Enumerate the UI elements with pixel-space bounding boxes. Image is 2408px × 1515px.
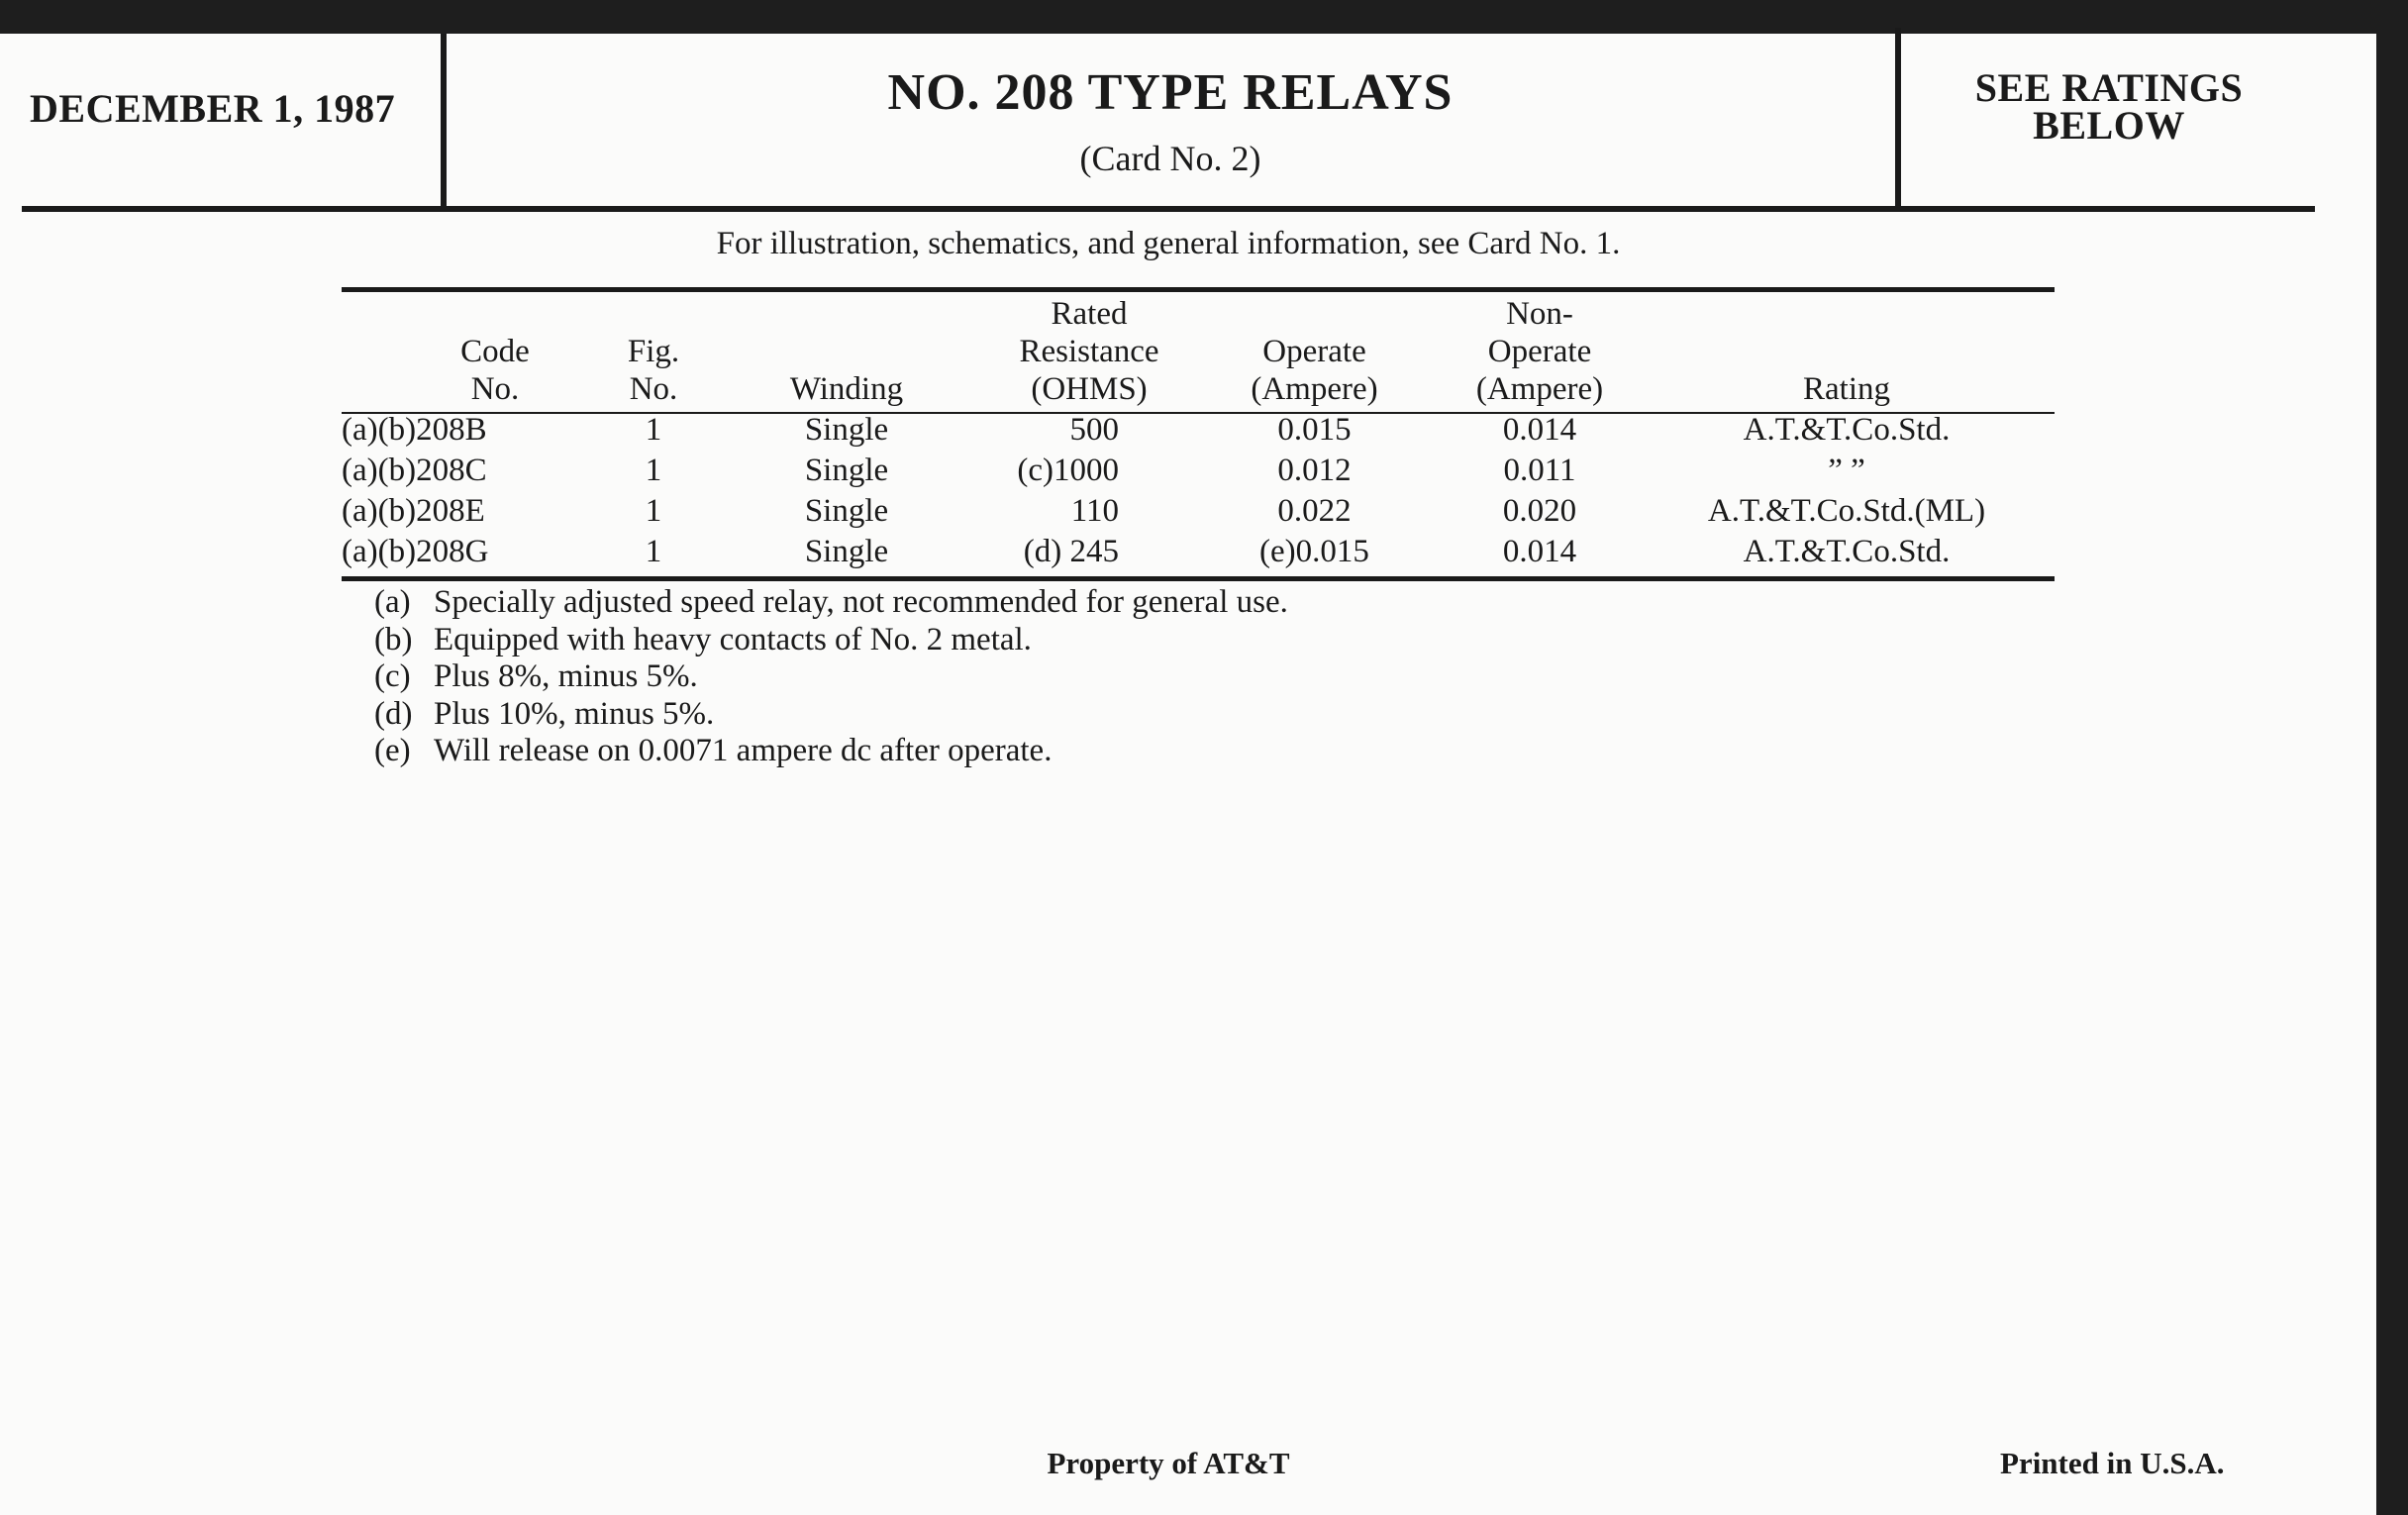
footnote [374, 733, 1288, 770]
column-header-line: Code [460, 334, 530, 369]
footnote-key: (b) [374, 621, 413, 657]
column-header-line: No. [470, 371, 520, 407]
table-cell: Single [804, 534, 889, 569]
table-cell: 1 [645, 412, 662, 448]
table-cell: 500 [1069, 412, 1119, 448]
table-cell: Single [804, 412, 889, 448]
page-title: NO. 208 TYPE RELAYS [887, 64, 1454, 121]
footnote-text: Plus 10%, minus 5%. [434, 695, 715, 732]
column-header-line: No. [629, 371, 678, 407]
footnote [374, 696, 1288, 734]
table-cell: 0.022 [1277, 493, 1352, 529]
column-header-line: (OHMS) [1031, 371, 1148, 407]
table-cell: Single [804, 453, 889, 488]
footer-printed: Printed in U.S.A. [2000, 1446, 2225, 1480]
table-cell: 0.014 [1502, 534, 1577, 569]
footnote-key: (d) [374, 695, 413, 732]
column-header-line: Operate [1487, 334, 1592, 369]
footnote-text: Specially adjusted speed relay, not recommended for general use. [434, 584, 1288, 620]
ratings-note [1901, 65, 2317, 148]
column-header [752, 297, 941, 408]
table-cell: 1 [645, 453, 662, 488]
column-header-line: Fig. [627, 334, 680, 369]
table-cell: 1 [645, 493, 662, 529]
footer-property: Property of AT&T [1047, 1446, 1290, 1480]
table-top-rule [342, 287, 2055, 292]
column-header [594, 297, 713, 408]
column-header-line: Non- [1506, 296, 1573, 332]
ratings-note-line2: BELOW [2033, 103, 2185, 148]
footnote-key: (c) [374, 658, 411, 694]
table-cell: (d) 245 [1023, 534, 1119, 569]
table-cell: A.T.&T.Co.Std. [1743, 412, 1951, 448]
header-rule [22, 206, 2315, 212]
column-header-line: Rated [1051, 296, 1128, 332]
footnote-key: (e) [374, 733, 411, 768]
intro-text: For illustration, schematics, and general information, see Card No. 1. [716, 226, 1621, 261]
footnote-text: Plus 8%, minus 5%. [434, 658, 698, 694]
table-cell: (a)(b)208G [342, 534, 489, 569]
footnote-text: Equipped with heavy contacts of No. 2 metal. [434, 621, 1032, 657]
column-header [980, 297, 1198, 408]
table-cell: A.T.&T.Co.Std. [1743, 534, 1951, 569]
column-header [1218, 297, 1411, 408]
table-cell: Single [804, 493, 889, 529]
column-header-line: Winding [789, 371, 904, 407]
column-header-line: Rating [1803, 371, 1890, 407]
footnote-key: (a) [374, 584, 411, 620]
table-cell: 0.012 [1277, 453, 1352, 488]
footnote [374, 584, 1288, 622]
table-cell: (a)(b)208B [342, 412, 487, 448]
table-cell: (a)(b)208E [342, 493, 485, 529]
table-bottom-rule [342, 576, 2055, 581]
column-header-line: Resistance [1019, 334, 1159, 369]
table-cell: (a)(b)208C [342, 453, 487, 488]
column-header-line: (Ampere) [1251, 371, 1378, 407]
issue-date: DECEMBER 1, 1987 [30, 86, 396, 131]
column-header-line: (Ampere) [1475, 371, 1604, 407]
table-cell: 1 [645, 534, 662, 569]
table-cell: 110 [1070, 493, 1119, 529]
page-subtitle: (Card No. 2) [1079, 139, 1261, 178]
footnote [374, 658, 1288, 696]
column-header-line: Operate [1262, 334, 1366, 369]
footnote [374, 622, 1288, 659]
table-cell: A.T.&T.Co.Std.(ML) [1707, 493, 1986, 529]
table-cell: ” ” [1828, 453, 1865, 488]
table-cell: 0.014 [1502, 412, 1577, 448]
table-cell: 0.020 [1502, 493, 1577, 529]
table-cell: 0.015 [1277, 412, 1352, 448]
footnotes [374, 584, 1288, 770]
table-cell: (e)0.015 [1259, 534, 1369, 569]
column-header [1436, 297, 1644, 408]
ratings-note-line1: SEE RATINGS [1974, 65, 2244, 110]
table-cell: 0.011 [1503, 453, 1576, 488]
column-header [1654, 297, 2040, 408]
footnote-text: Will release on 0.0071 ampere dc after operate. [434, 733, 1053, 768]
table-cell: (c)1000 [1017, 453, 1119, 488]
